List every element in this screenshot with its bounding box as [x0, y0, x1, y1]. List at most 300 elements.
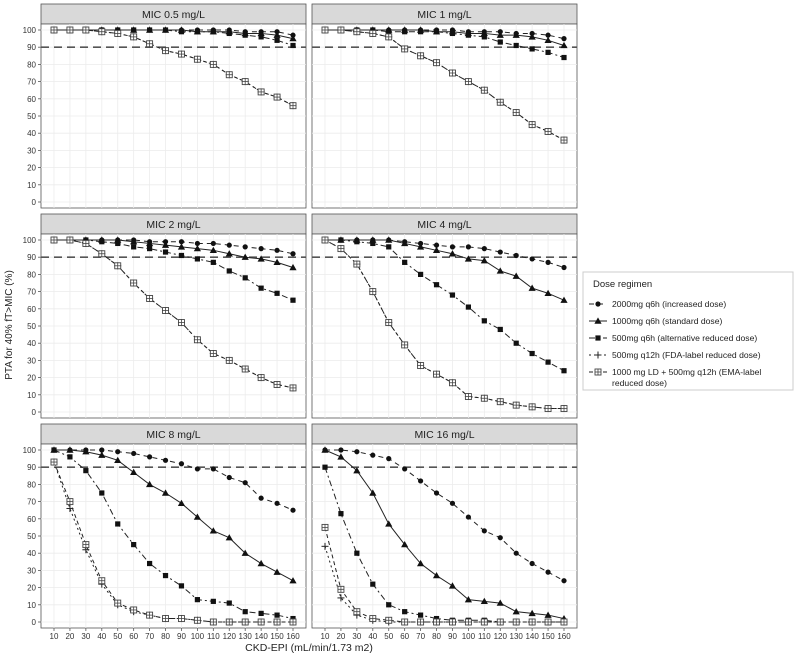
data-point — [386, 456, 391, 461]
data-point — [195, 256, 200, 261]
data-point — [450, 244, 455, 249]
data-point — [338, 27, 344, 33]
data-point — [258, 375, 264, 381]
data-point — [354, 609, 360, 615]
data-point — [466, 33, 471, 38]
data-point — [259, 286, 264, 291]
data-point — [434, 282, 439, 287]
data-point — [274, 38, 279, 43]
y-tick-label: 100 — [22, 26, 36, 35]
data-point — [450, 31, 455, 36]
data-point — [227, 600, 232, 605]
y-tick-label: 70 — [27, 77, 36, 87]
data-point — [497, 399, 503, 405]
data-point — [163, 458, 168, 463]
data-point — [194, 337, 200, 343]
legend-marker — [595, 369, 601, 375]
data-point — [354, 261, 360, 267]
x-tick-label: 140 — [525, 632, 539, 641]
y-tick-label: 100 — [22, 446, 36, 455]
data-point — [147, 295, 153, 301]
data-point — [402, 260, 407, 265]
data-point — [322, 27, 328, 33]
x-tick-label: 40 — [97, 632, 107, 641]
data-point — [195, 597, 200, 602]
data-point — [498, 39, 503, 44]
data-point — [242, 366, 248, 372]
y-tick-label: 0 — [31, 618, 36, 627]
legend-marker — [595, 335, 600, 340]
data-point — [131, 27, 136, 32]
data-point — [513, 619, 519, 625]
y-tick-label: 0 — [31, 408, 36, 417]
data-point — [370, 30, 376, 36]
x-tick-label: 80 — [432, 632, 441, 641]
data-point — [561, 578, 566, 583]
y-tick-label: 50 — [27, 322, 36, 331]
data-point — [83, 542, 89, 548]
x-tick-label: 90 — [448, 632, 457, 641]
data-point — [545, 360, 550, 365]
data-point — [147, 41, 153, 47]
legend-item — [589, 350, 761, 360]
data-point — [147, 246, 152, 251]
data-point — [115, 241, 120, 246]
legend-label: 1000mg q6h (standard dose) — [612, 316, 723, 326]
data-point — [226, 72, 232, 78]
data-point — [163, 27, 168, 32]
data-point — [243, 275, 248, 280]
facet-panel — [312, 424, 577, 641]
data-point — [147, 561, 152, 566]
x-tick-label: 60 — [129, 632, 139, 641]
data-point — [545, 619, 551, 625]
data-point — [99, 29, 105, 35]
data-point — [211, 260, 216, 265]
data-point — [226, 357, 232, 363]
data-point — [227, 475, 232, 480]
panel-title: MIC 8 mg/L — [146, 429, 201, 441]
data-point — [274, 613, 279, 618]
data-point — [545, 260, 550, 265]
data-point — [354, 29, 360, 35]
data-point — [465, 79, 471, 85]
x-tick-label: 50 — [113, 632, 123, 641]
data-point — [466, 514, 471, 519]
data-point — [242, 619, 248, 625]
data-point — [259, 611, 264, 616]
data-point — [402, 466, 407, 471]
data-point — [131, 542, 136, 547]
data-point — [178, 320, 184, 326]
data-point — [418, 363, 424, 369]
data-point — [194, 56, 200, 62]
data-point — [242, 79, 248, 85]
data-point — [51, 27, 57, 33]
data-point — [530, 351, 535, 356]
data-point — [545, 570, 550, 575]
y-tick-label: 70 — [27, 287, 36, 297]
legend-label: 2000mg q6h (increased dose) — [612, 299, 727, 309]
legend-marker — [595, 301, 600, 306]
data-point — [338, 586, 344, 592]
x-tick-label: 100 — [461, 632, 476, 641]
x-tick-label: 30 — [352, 632, 362, 641]
data-point — [83, 240, 89, 246]
data-point — [466, 304, 471, 309]
data-point — [243, 244, 248, 249]
data-point — [227, 31, 232, 36]
data-point — [51, 447, 56, 452]
data-point — [163, 48, 169, 54]
data-point — [465, 394, 471, 400]
x-tick-label: 100 — [190, 632, 205, 641]
facet-panel — [312, 4, 577, 208]
panel-title: MIC 16 mg/L — [414, 429, 475, 441]
y-tick-label: 50 — [27, 532, 36, 541]
data-point — [561, 368, 566, 373]
y-tick-label: 80 — [27, 480, 36, 490]
data-point — [386, 602, 391, 607]
x-tick-label: 120 — [493, 632, 507, 641]
x-tick-label: 20 — [65, 632, 75, 641]
x-tick-label: 160 — [557, 632, 571, 641]
data-point — [99, 251, 105, 257]
data-point — [530, 561, 535, 566]
y-tick-label: 50 — [27, 112, 36, 121]
data-point — [243, 33, 248, 38]
data-point — [449, 619, 455, 625]
data-point — [210, 351, 216, 357]
data-point — [290, 103, 296, 109]
data-point — [211, 241, 216, 246]
data-point — [561, 265, 566, 270]
legend-title: Dose regimen — [593, 279, 653, 290]
data-point — [449, 70, 455, 76]
data-point — [163, 573, 168, 578]
facet-panels — [23, 4, 577, 641]
y-tick-label: 60 — [27, 94, 36, 104]
x-tick-label: 130 — [238, 632, 252, 641]
data-point — [561, 619, 567, 625]
data-point — [354, 239, 359, 244]
y-tick-label: 30 — [27, 146, 36, 156]
data-point — [450, 292, 455, 297]
data-point — [497, 99, 503, 105]
data-point — [179, 583, 184, 588]
data-point — [115, 521, 120, 526]
y-tick-label: 90 — [27, 463, 36, 473]
data-point — [259, 34, 264, 39]
data-point — [498, 249, 503, 254]
legend-item — [589, 333, 757, 343]
data-point — [178, 51, 184, 57]
data-point — [482, 528, 487, 533]
data-point — [322, 524, 328, 530]
data-point — [227, 268, 232, 273]
data-point — [211, 466, 216, 471]
data-point — [513, 402, 519, 408]
x-tick-label: 150 — [270, 632, 284, 641]
panel-title: MIC 0.5 mg/L — [141, 9, 206, 21]
data-point — [322, 237, 328, 243]
y-tick-label: 20 — [27, 163, 36, 173]
data-point — [482, 246, 487, 251]
data-point — [67, 237, 73, 243]
data-point — [131, 34, 137, 40]
data-point — [178, 616, 184, 622]
x-tick-label: 20 — [336, 632, 346, 641]
data-point — [195, 466, 200, 471]
legend-label: 500mg q6h (alternative reduced dose) — [612, 333, 758, 343]
data-point — [179, 29, 184, 34]
data-point — [482, 318, 487, 323]
data-point — [274, 501, 279, 506]
x-tick-label: 120 — [222, 632, 236, 641]
data-point — [290, 298, 295, 303]
x-tick-label: 60 — [400, 632, 410, 641]
data-point — [115, 600, 121, 606]
data-point — [386, 617, 392, 623]
data-point — [227, 243, 232, 248]
y-tick-label: 90 — [27, 43, 36, 53]
data-point — [195, 29, 200, 34]
data-point — [322, 465, 327, 470]
data-point — [418, 272, 423, 277]
data-point — [370, 453, 375, 458]
data-point — [418, 478, 423, 483]
data-point — [67, 454, 72, 459]
legend-label: 1000 mg LD + 500mg q12h (EMA-label — [612, 367, 762, 377]
legend-label: 500mg q12h (FDA-label reduced dose) — [612, 350, 761, 360]
data-point — [545, 50, 550, 55]
x-tick-label: 130 — [509, 632, 523, 641]
data-point — [147, 27, 152, 32]
y-tick-label: 80 — [27, 60, 36, 70]
data-point — [115, 30, 121, 36]
data-point — [243, 609, 248, 614]
facet-panel — [23, 4, 306, 208]
y-tick-label: 60 — [27, 304, 36, 314]
data-point — [99, 239, 104, 244]
data-point — [274, 619, 280, 625]
facet-panel — [23, 424, 306, 641]
data-point — [418, 619, 424, 625]
legend — [583, 272, 793, 390]
data-point — [402, 342, 408, 348]
data-point — [99, 578, 105, 584]
data-point — [338, 246, 344, 252]
y-tick-label: 10 — [27, 180, 36, 190]
data-point — [481, 87, 487, 93]
panel-title: MIC 4 mg/L — [417, 219, 472, 231]
data-point — [386, 34, 392, 40]
data-point — [402, 29, 407, 34]
data-point — [99, 490, 104, 495]
x-tick-label: 110 — [477, 632, 491, 641]
data-point — [51, 459, 57, 465]
data-point — [561, 55, 566, 60]
data-point — [147, 612, 153, 618]
data-point — [514, 551, 519, 556]
data-point — [545, 128, 551, 134]
y-tick-label: 90 — [27, 253, 36, 263]
data-point — [561, 36, 566, 41]
y-tick-label: 40 — [27, 339, 36, 349]
data-point — [115, 449, 120, 454]
x-tick-label: 110 — [206, 632, 220, 641]
data-point — [210, 61, 216, 67]
x-tick-label: 80 — [161, 632, 170, 641]
x-tick-label: 10 — [49, 632, 59, 641]
x-tick-label: 30 — [81, 632, 91, 641]
x-tick-label: 50 — [384, 632, 394, 641]
data-point — [290, 251, 295, 256]
data-point — [514, 341, 519, 346]
data-point — [513, 110, 519, 116]
x-tick-label: 140 — [254, 632, 268, 641]
data-point — [370, 289, 376, 295]
data-point — [131, 244, 136, 249]
data-point — [434, 371, 440, 377]
data-point — [386, 244, 391, 249]
data-point — [418, 613, 423, 618]
y-tick-label: 60 — [27, 514, 36, 524]
data-point — [434, 490, 439, 495]
data-point — [402, 609, 407, 614]
data-point — [147, 454, 152, 459]
data-point — [529, 619, 535, 625]
data-point — [274, 94, 280, 100]
data-point — [370, 616, 376, 622]
x-tick-label: 160 — [286, 632, 300, 641]
data-point — [482, 34, 487, 39]
data-point — [402, 619, 408, 625]
y-tick-label: 20 — [27, 583, 36, 593]
data-point — [274, 291, 279, 296]
x-axis-label: CKD-EPI (mL/min/1.73 m2) — [245, 642, 373, 654]
data-point — [338, 237, 343, 242]
data-point — [338, 447, 343, 452]
data-point — [450, 501, 455, 506]
y-tick-label: 10 — [27, 390, 36, 400]
data-point — [530, 256, 535, 261]
data-point — [545, 406, 551, 412]
panel-title: MIC 2 mg/L — [146, 219, 201, 231]
y-tick-label: 10 — [27, 600, 36, 610]
y-tick-label: 30 — [27, 356, 36, 366]
data-point — [418, 53, 424, 59]
data-point — [514, 43, 519, 48]
data-point — [290, 508, 295, 513]
data-point — [274, 381, 280, 387]
y-axis-label: PTA for 40% fT>MIC (%) — [4, 270, 15, 380]
data-point — [259, 496, 264, 501]
data-point — [259, 246, 264, 251]
data-point — [163, 616, 169, 622]
data-point — [370, 582, 375, 587]
x-tick-label: 10 — [320, 632, 330, 641]
data-point — [83, 27, 89, 33]
data-point — [243, 480, 248, 485]
data-point — [179, 461, 184, 466]
data-point — [418, 29, 423, 34]
data-point — [274, 248, 279, 253]
data-point — [370, 241, 375, 246]
panel-title: MIC 1 mg/L — [417, 9, 472, 21]
data-point — [529, 404, 535, 410]
y-tick-label: 0 — [31, 198, 36, 207]
data-point — [338, 511, 343, 516]
data-point — [131, 280, 137, 286]
data-point — [514, 253, 519, 258]
data-point — [434, 29, 439, 34]
y-tick-label: 40 — [27, 549, 36, 559]
data-point — [163, 308, 169, 314]
data-point — [481, 395, 487, 401]
data-point — [211, 599, 216, 604]
x-tick-label: 90 — [177, 632, 186, 641]
data-point — [163, 249, 168, 254]
data-point — [465, 619, 471, 625]
y-tick-label: 100 — [22, 236, 36, 245]
data-point — [179, 253, 184, 258]
data-point — [354, 449, 359, 454]
data-point — [290, 385, 296, 391]
y-tick-label: 20 — [27, 373, 36, 383]
data-point — [226, 619, 232, 625]
data-point — [449, 380, 455, 386]
data-point — [434, 619, 440, 625]
x-tick-label: 70 — [145, 632, 155, 641]
data-point — [561, 406, 567, 412]
data-point — [211, 29, 216, 34]
data-point — [51, 237, 57, 243]
data-point — [402, 46, 408, 52]
data-point — [561, 137, 567, 143]
data-point — [67, 27, 73, 33]
data-point — [210, 619, 216, 625]
data-point — [290, 619, 296, 625]
data-point — [115, 263, 121, 269]
y-tick-label: 40 — [27, 129, 36, 139]
data-point — [498, 535, 503, 540]
data-point — [434, 60, 440, 66]
data-point — [258, 619, 264, 625]
legend-label: reduced dose) — [612, 378, 667, 388]
data-point — [194, 617, 200, 623]
x-tick-label: 150 — [541, 632, 555, 641]
facet-panel — [23, 214, 306, 418]
data-point — [481, 619, 487, 625]
data-point — [466, 244, 471, 249]
data-point — [529, 122, 535, 128]
data-point — [354, 551, 359, 556]
data-point — [530, 46, 535, 51]
data-point — [290, 43, 295, 48]
x-tick-label: 70 — [416, 632, 426, 641]
data-point — [67, 499, 73, 505]
data-point — [131, 451, 136, 456]
y-tick-label: 30 — [27, 566, 36, 576]
data-point — [131, 607, 137, 613]
data-point — [258, 89, 264, 95]
y-tick-label: 70 — [27, 497, 36, 507]
data-point — [386, 320, 392, 326]
y-tick-label: 80 — [27, 270, 36, 280]
x-tick-label: 40 — [368, 632, 378, 641]
data-point — [497, 619, 503, 625]
